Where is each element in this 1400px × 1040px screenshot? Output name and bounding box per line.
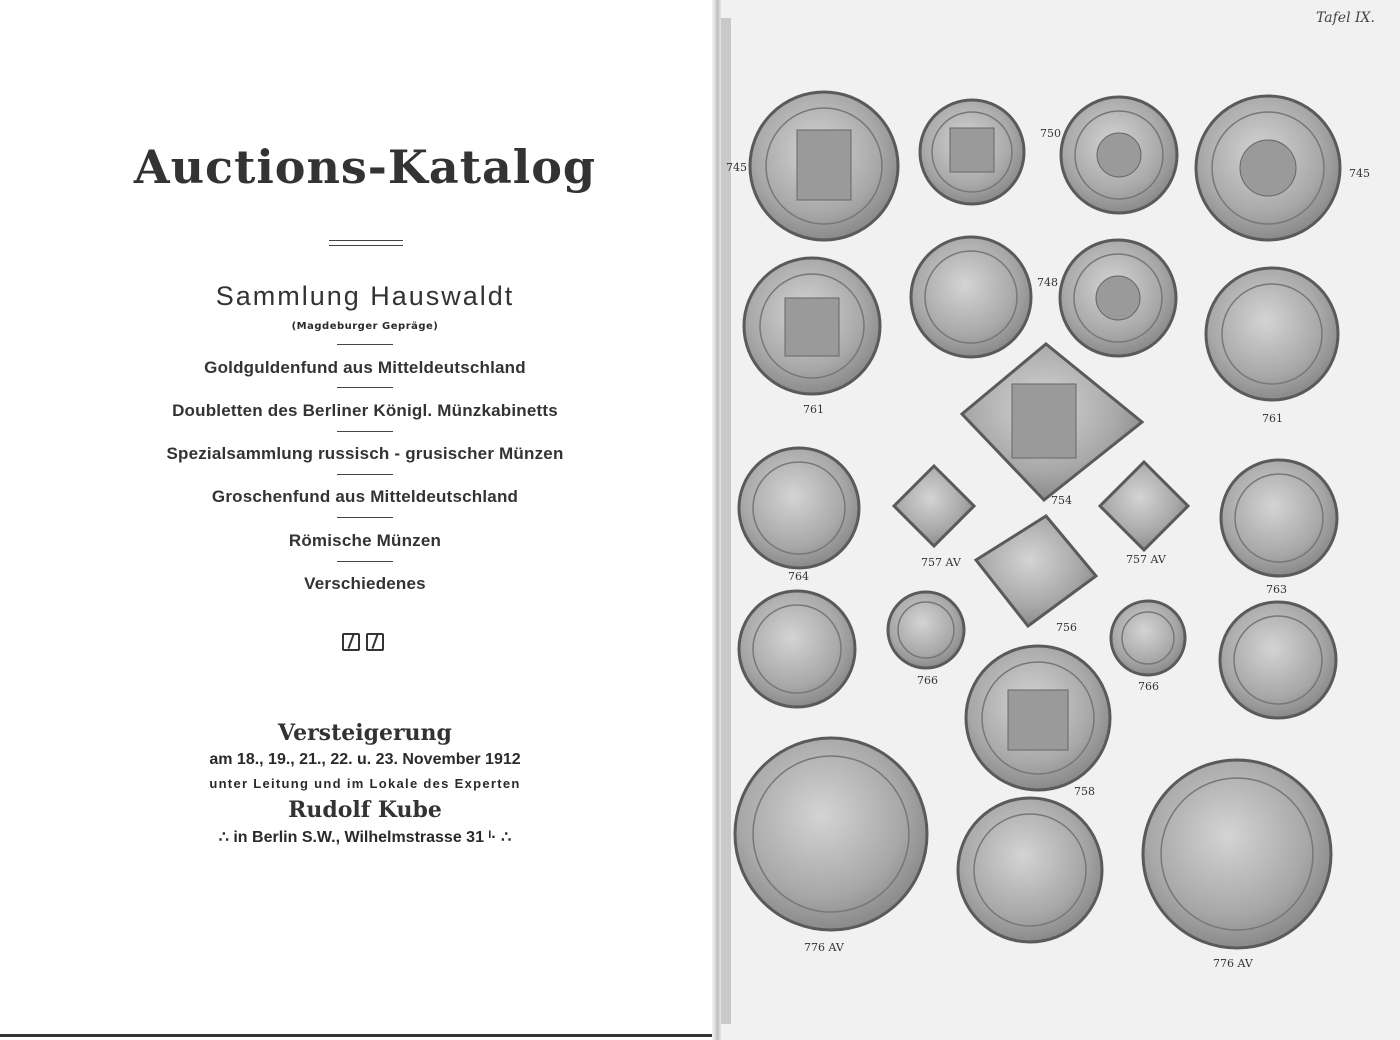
coin-label: 750: [1040, 127, 1061, 140]
auction-heading: Versteigerung: [278, 720, 452, 746]
coin-rose-1: [1061, 97, 1177, 213]
coin-757-right: [1100, 462, 1188, 550]
coin-757-left: [894, 466, 974, 546]
coin-label: 757 AV: [921, 556, 961, 569]
collection-subtitle: (Magdeburger Gepräge): [291, 321, 439, 332]
coin-label: 766: [917, 674, 938, 687]
coin-groschen-right: [1220, 602, 1336, 718]
coin-766-left: [888, 592, 964, 668]
auction-dates: am 18., 19., 21., 22. u. 23. November 1912: [209, 751, 521, 768]
coin-label: 756: [1056, 621, 1077, 634]
coin-758: [966, 646, 1110, 790]
coin-754-klippe: [962, 344, 1142, 500]
coin-label: 745: [1349, 167, 1370, 180]
coin-756-klippe: [976, 516, 1096, 626]
coin-label: 766: [1138, 680, 1159, 693]
coin-748: [911, 237, 1031, 357]
contents-item-1: Goldguldenfund aus Mitteldeutschland: [204, 358, 526, 377]
coin-label: 761: [803, 403, 824, 416]
coin-776-left: [735, 738, 927, 930]
coin-776-right: [1143, 760, 1331, 948]
coin-label: 745: [726, 161, 747, 174]
coin-766-right: [1111, 601, 1185, 675]
coin-label: 776 AV: [1213, 957, 1253, 970]
coin-label: 748: [1037, 276, 1058, 289]
contents-item-2: Doubletten des Berliner Königl. Münzkabinetts: [172, 401, 558, 420]
coin-label: 754: [1051, 494, 1072, 507]
coin-745-right: [1196, 96, 1340, 240]
coin-label: 758: [1074, 785, 1095, 798]
coin-label: 776 AV: [804, 941, 844, 954]
coin-763: [1221, 460, 1337, 576]
coin-label: 764: [788, 570, 809, 583]
coin-745-left: [750, 92, 898, 240]
contents-item-6: Verschiedenes: [304, 574, 426, 593]
contents-item-3: Spezialsammlung russisch - grusischer Münzen: [166, 444, 564, 463]
coin-761-left: [744, 258, 880, 394]
catalog-title: Auctions-Katalog: [133, 140, 597, 194]
auction-leitung: unter Leitung und im Lokale des Experten: [209, 776, 521, 791]
coin-761-right: [1206, 268, 1338, 400]
expert-address: ∴ in Berlin S.W., Wilhelmstrasse 31 ᴵ· ∴: [218, 829, 512, 846]
coin-label: 761: [1262, 412, 1283, 425]
coin-764: [739, 448, 859, 568]
contents-item-5: Römische Münzen: [288, 531, 442, 550]
expert-name: Rudolf Kube: [288, 797, 442, 823]
coin-label: 757 AV: [1126, 553, 1166, 566]
coin-750: [920, 100, 1024, 204]
coin-label: 763: [1266, 583, 1287, 596]
collection-name: Sammlung Hauswaldt: [215, 281, 515, 311]
coin-groschen-center: [958, 798, 1102, 942]
contents-item-4: Groschenfund aus Mitteldeutschland: [211, 487, 519, 506]
coin-rose-2: [1060, 240, 1176, 356]
coin-groschen-left: [739, 591, 855, 707]
plate-title: Tafel IX.: [1316, 10, 1375, 26]
